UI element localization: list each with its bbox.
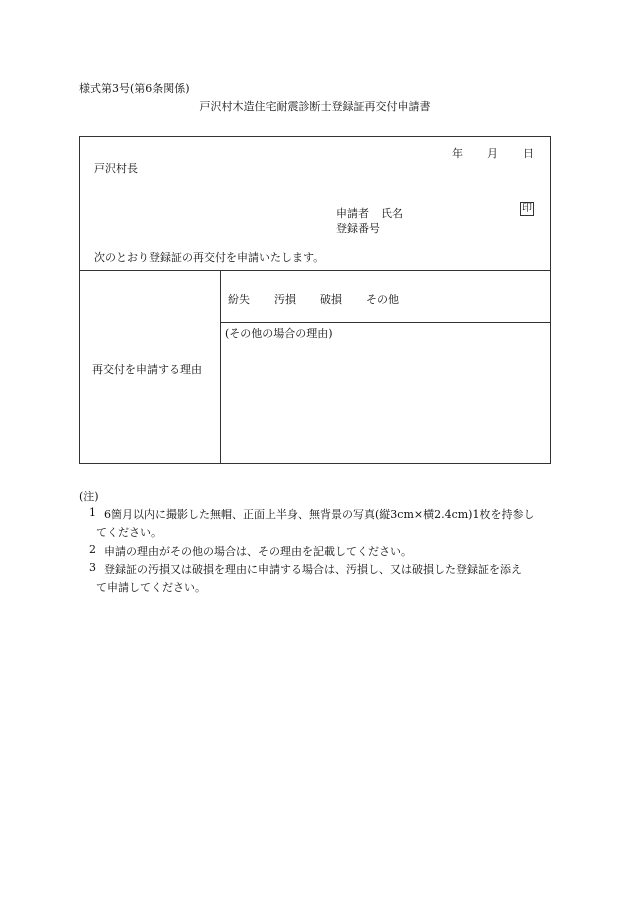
note-2-number: 2: [89, 543, 96, 556]
request-statement: 次のとおり登録証の再交付を申請いたします。: [94, 251, 325, 264]
option-soiled: 汚損: [274, 293, 296, 306]
table-column-divider: [220, 270, 221, 464]
note-1-number: 1: [89, 506, 96, 519]
note-3-line2: て申請してください。: [96, 581, 206, 594]
options-divider: [220, 322, 551, 323]
addressee: 戸沢村長: [94, 162, 138, 175]
note-3-line1: 登録証の汚損又は破損を理由に申請する場合は、汚損し、又は破損した登録証を添え: [104, 563, 522, 576]
registration-number-label: 登録番号: [336, 222, 380, 235]
form-number: 様式第3号(第6条関係): [79, 82, 190, 95]
date-month-label: 月: [487, 147, 498, 160]
date-day-label: 日: [523, 147, 534, 160]
application-form-frame: [79, 136, 551, 464]
other-reason-label: (その他の場合の理由): [225, 327, 333, 340]
note-1-line1: 6箇月以内に撮影した無帽、正面上半身、無背景の写真(縦3cm×横2.4cm)1枚を持参し: [104, 508, 535, 521]
note-3-number: 3: [89, 561, 96, 574]
seal-stamp: 印: [522, 203, 532, 214]
document-title: 戸沢村木造住宅耐震診断士登録証再交付申請書: [199, 100, 431, 113]
applicant-name-label: 氏名: [381, 207, 403, 220]
note-2-line1: 申請の理由がその他の場合は、その理由を記載してください。: [104, 545, 412, 558]
option-other: その他: [366, 293, 399, 306]
date-year-label: 年: [452, 147, 463, 160]
applicant-label: 申請者: [336, 207, 369, 220]
reason-heading: 再交付を申請する理由: [92, 363, 202, 376]
notes-heading: (注): [79, 490, 99, 503]
option-damaged: 破損: [320, 293, 342, 306]
option-lost: 紛失: [228, 293, 250, 306]
table-top-divider: [79, 270, 551, 271]
note-1-line2: てください。: [96, 526, 162, 539]
